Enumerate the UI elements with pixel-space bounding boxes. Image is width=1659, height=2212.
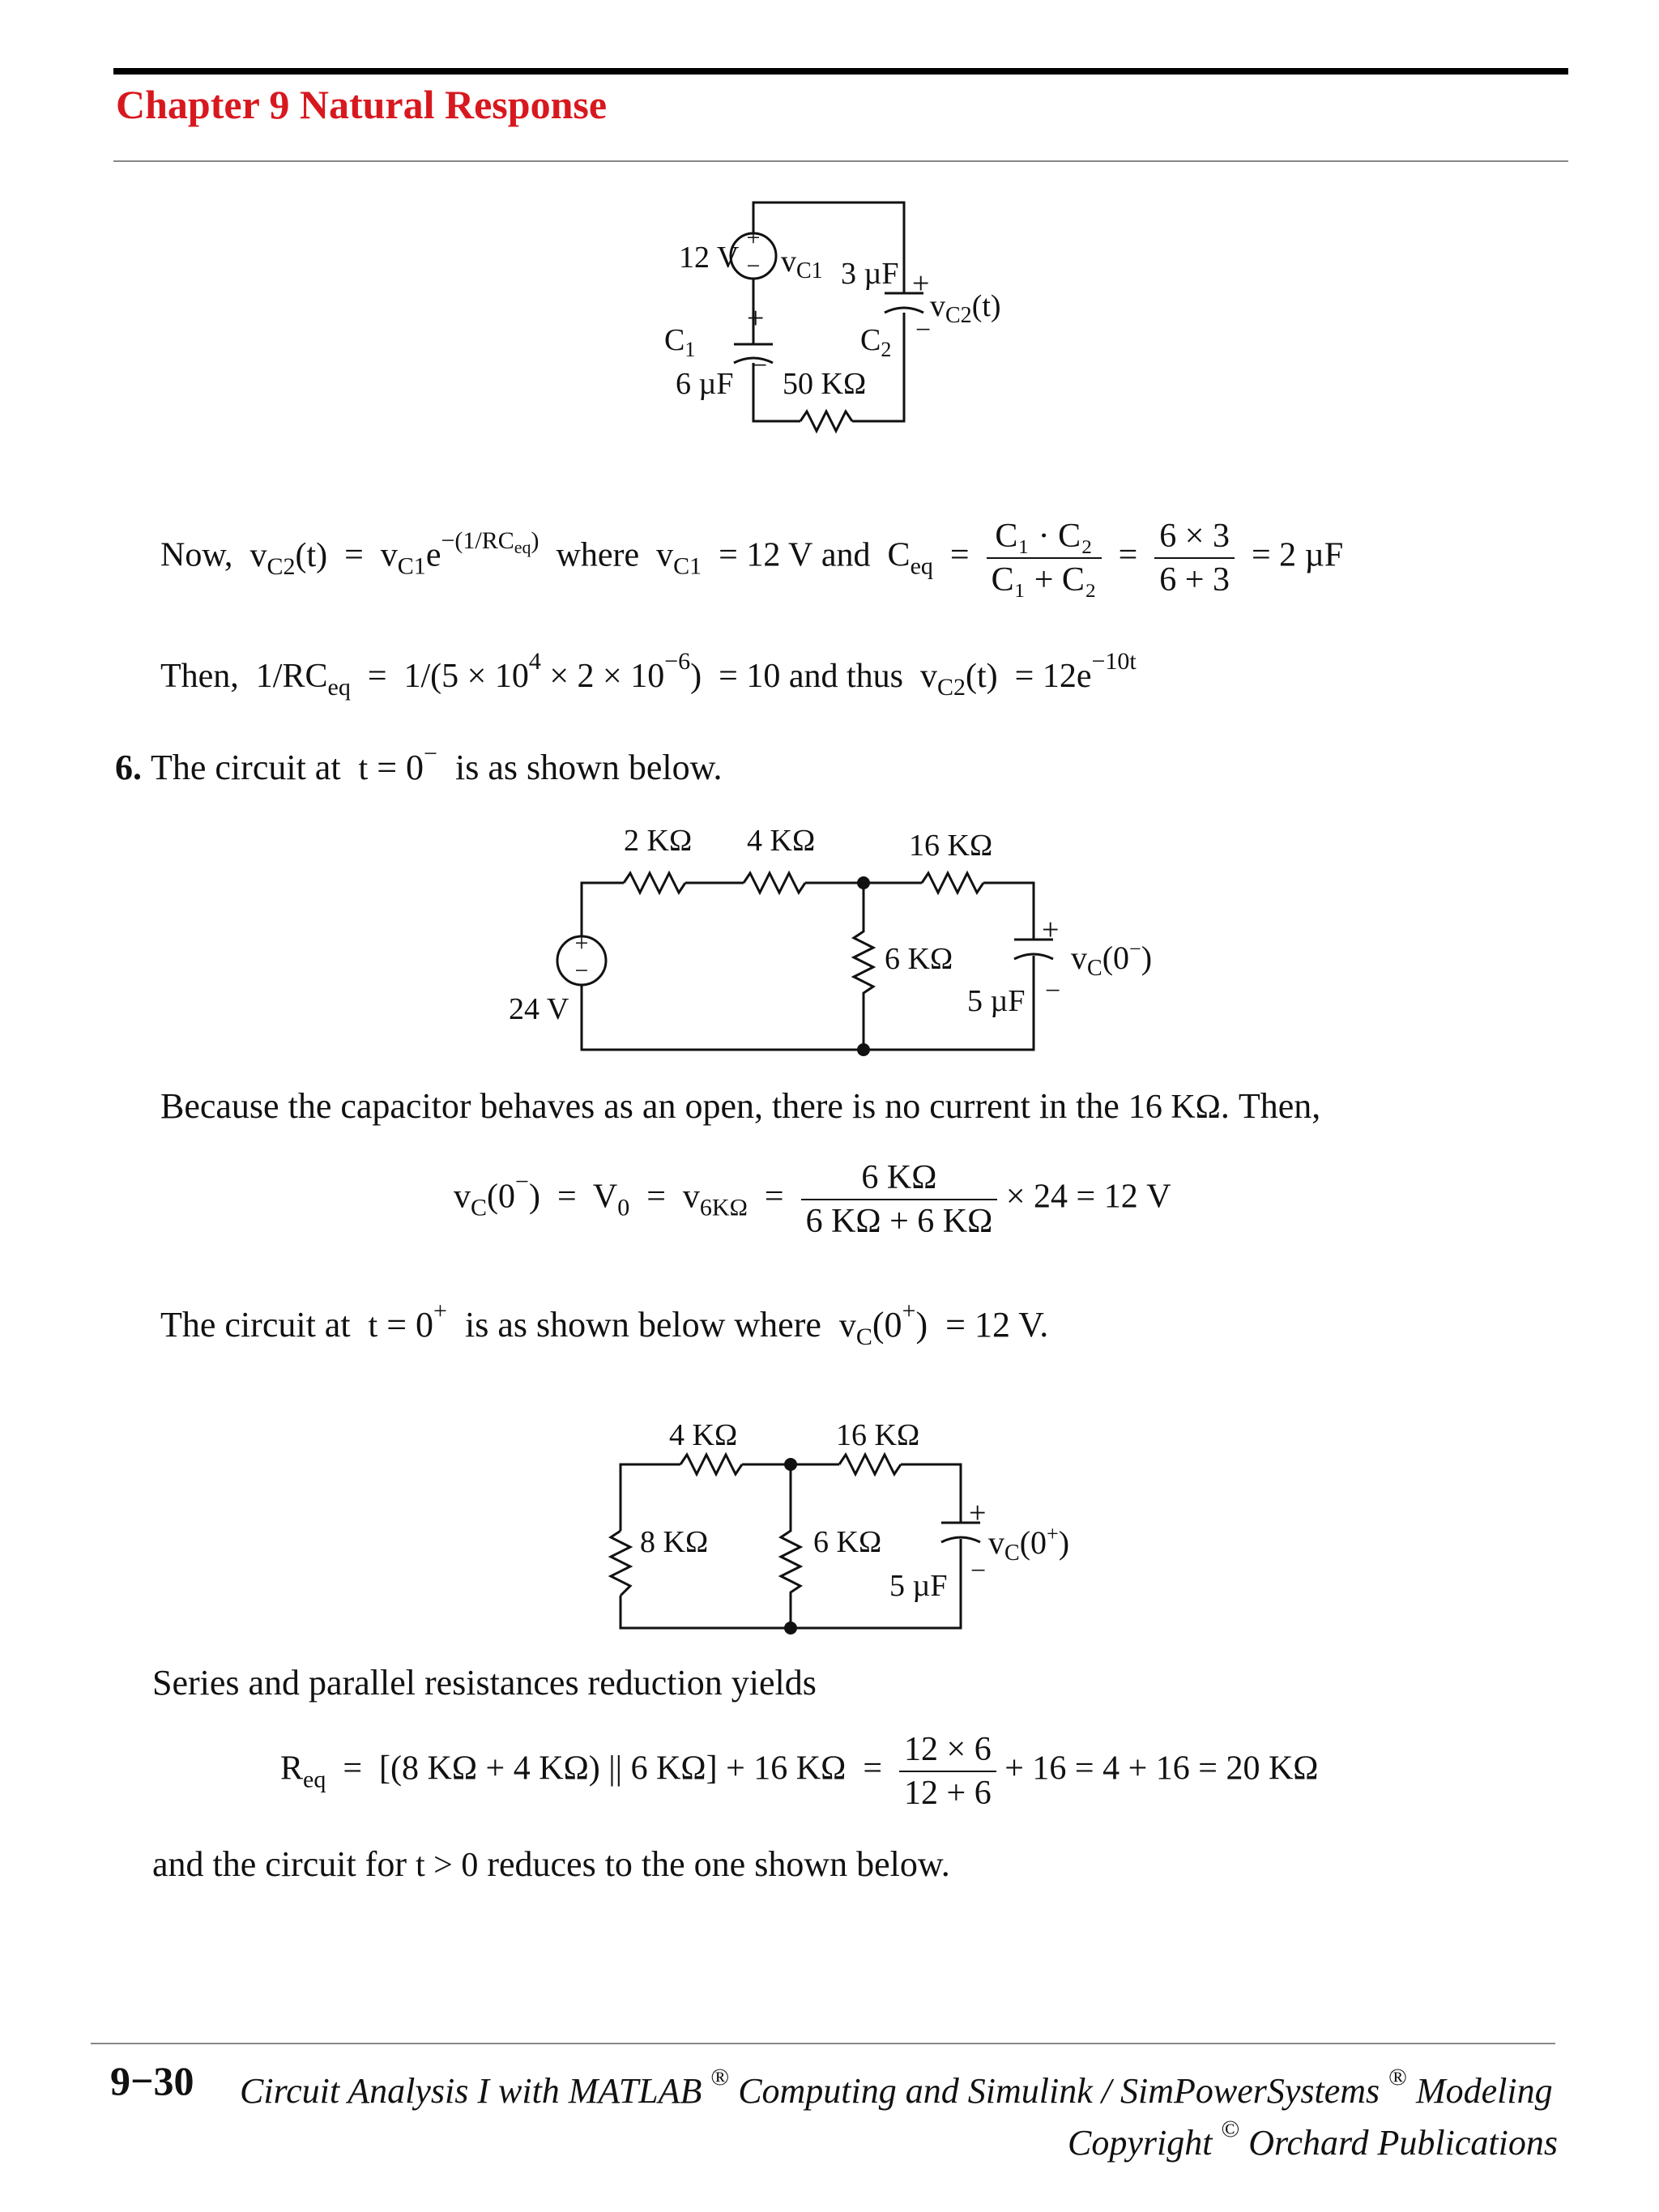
source-minus-sign: − <box>746 253 761 279</box>
r3-6k-label: 6 KΩ <box>813 1525 882 1559</box>
paragraph-reduction: Series and parallel resistances reduction yields <box>152 1663 817 1703</box>
equation-voltage-divider: $v_C(0^-) = V_0 = v_{6K\Omega}$ = $\frac{6 K\Omega}{6 K\Omega + 6 K\Omega}$ × 24 = 12 V <box>454 1159 1171 1240</box>
eq1-fraction-2: $\frac{6 \times 3}{6 + 3}$ <box>1154 517 1235 599</box>
vc-0plus-label: $v_C(0^+)$ <box>988 1522 1070 1566</box>
vc-0minus-label: $v_C(0^-)$ <box>1071 937 1153 981</box>
r3-16k-label: 16 KΩ <box>836 1418 920 1452</box>
footer-divider <box>91 2043 1555 2044</box>
c2-plus-sign: + <box>912 266 930 300</box>
cap3-plus-sign: + <box>969 1496 987 1530</box>
eq1-lhs: $v_{C2}(t)$ <box>249 536 328 580</box>
r3-8k-label: 8 KΩ <box>640 1525 709 1559</box>
cap-minus-sign: − <box>1045 976 1061 1006</box>
book-title: Circuit Analysis I with MATLAB ® Computing and Simulink / SimPowerSystems ® Modeling <box>240 2064 1553 2111</box>
paragraph-circuit-reduces: and the circuit for t > 0 reduces to the one shown below. <box>152 1844 950 1884</box>
cap-5uf-label: 5 µF <box>967 984 1026 1018</box>
c2-value-label: 3 µF <box>841 257 899 291</box>
r3-4k-label: 4 KΩ <box>669 1418 738 1452</box>
r-2k-label: 2 KΩ <box>624 824 693 858</box>
r-4k-label: 4 KΩ <box>747 824 816 858</box>
c1-value-label: 6 µF <box>676 367 734 401</box>
item-6-text: 6. The circuit at t = 0− is as shown below. <box>115 740 723 787</box>
paragraph-open-capacitor: Because the capacitor behaves as an open, there is no current in the 16 KΩ. Then, <box>160 1086 1321 1126</box>
eq1-fraction-1: $\frac{\text{C₁ · C₂}}{\text{C₁ + C₂}}$ <box>987 517 1102 599</box>
r-6k-label: 6 KΩ <box>885 942 953 976</box>
source-plus-sign: + <box>746 224 761 251</box>
equation-vc2: Now, $v_{C2}(t) = v_{C1}e^{-(1/RC_{eq})}$ where $v_{C1} = 12$ V and $C_{eq}$ = $\frac{\text{C₁ · C₂}}{\text{C₁ + C₂}}$ = $\frac{6 \times 3}{6 + 3}$ = 2 µF <box>160 518 1344 599</box>
vc2-label: $v_{C2}(t)$ <box>930 289 1001 328</box>
eq4-fraction: $\frac{12 \times 6}{12 + 6}$ <box>899 1730 996 1813</box>
page-number: 9−30 <box>110 2058 194 2103</box>
vc1-label: $v_{C1}$ <box>781 245 823 283</box>
eq3-fraction: $\frac{6 K\Omega}{6 K\Omega + 6 K\Omega}$ <box>801 1158 998 1241</box>
cap3-minus-sign: − <box>970 1556 987 1586</box>
eq1-lead: Now, <box>160 536 233 574</box>
c1-label: $C_1$ <box>664 323 696 361</box>
copyright-line: Copyright © Orchard Publications <box>1068 2116 1558 2163</box>
resistor-label: 50 KΩ <box>783 367 867 401</box>
equation-req: $R_{eq} = [(8$ KΩ + 4 KΩ) || 6 KΩ] + 16 KΩ = $\frac{12 \times 6}{12 + 6}$ + 16 = 4 + 16 = 20 KΩ <box>280 1731 1319 1812</box>
r-16k-label: 16 KΩ <box>909 829 993 863</box>
source-voltage-label: 12 V <box>679 241 740 275</box>
paragraph-t0plus: The circuit at t = 0+ is as shown below where $v_C(0^+) = 12$ V. <box>160 1298 1049 1350</box>
c2-minus-sign: − <box>915 315 932 345</box>
source-24v-label: 24 V <box>509 992 569 1026</box>
cap-plus-sign: + <box>1042 913 1060 947</box>
c2-label: $C_2$ <box>860 323 892 361</box>
c1-minus-sign: − <box>752 351 768 381</box>
c1-plus-sign: + <box>747 301 765 335</box>
source24-plus-sign: + <box>574 930 589 957</box>
equation-time-constant: Then, $1/RC_{eq} = 1/(5 \times 10^4 \times 2 \times 10^{-6}) = 10$ and thus $v_{C2}(t) = 12e^{-10t}$ <box>160 648 1137 701</box>
source24-minus-sign: − <box>574 957 589 984</box>
cap3-5uf-label: 5 µF <box>889 1569 948 1603</box>
chapter-title: Chapter 9 Natural Response <box>116 82 608 127</box>
